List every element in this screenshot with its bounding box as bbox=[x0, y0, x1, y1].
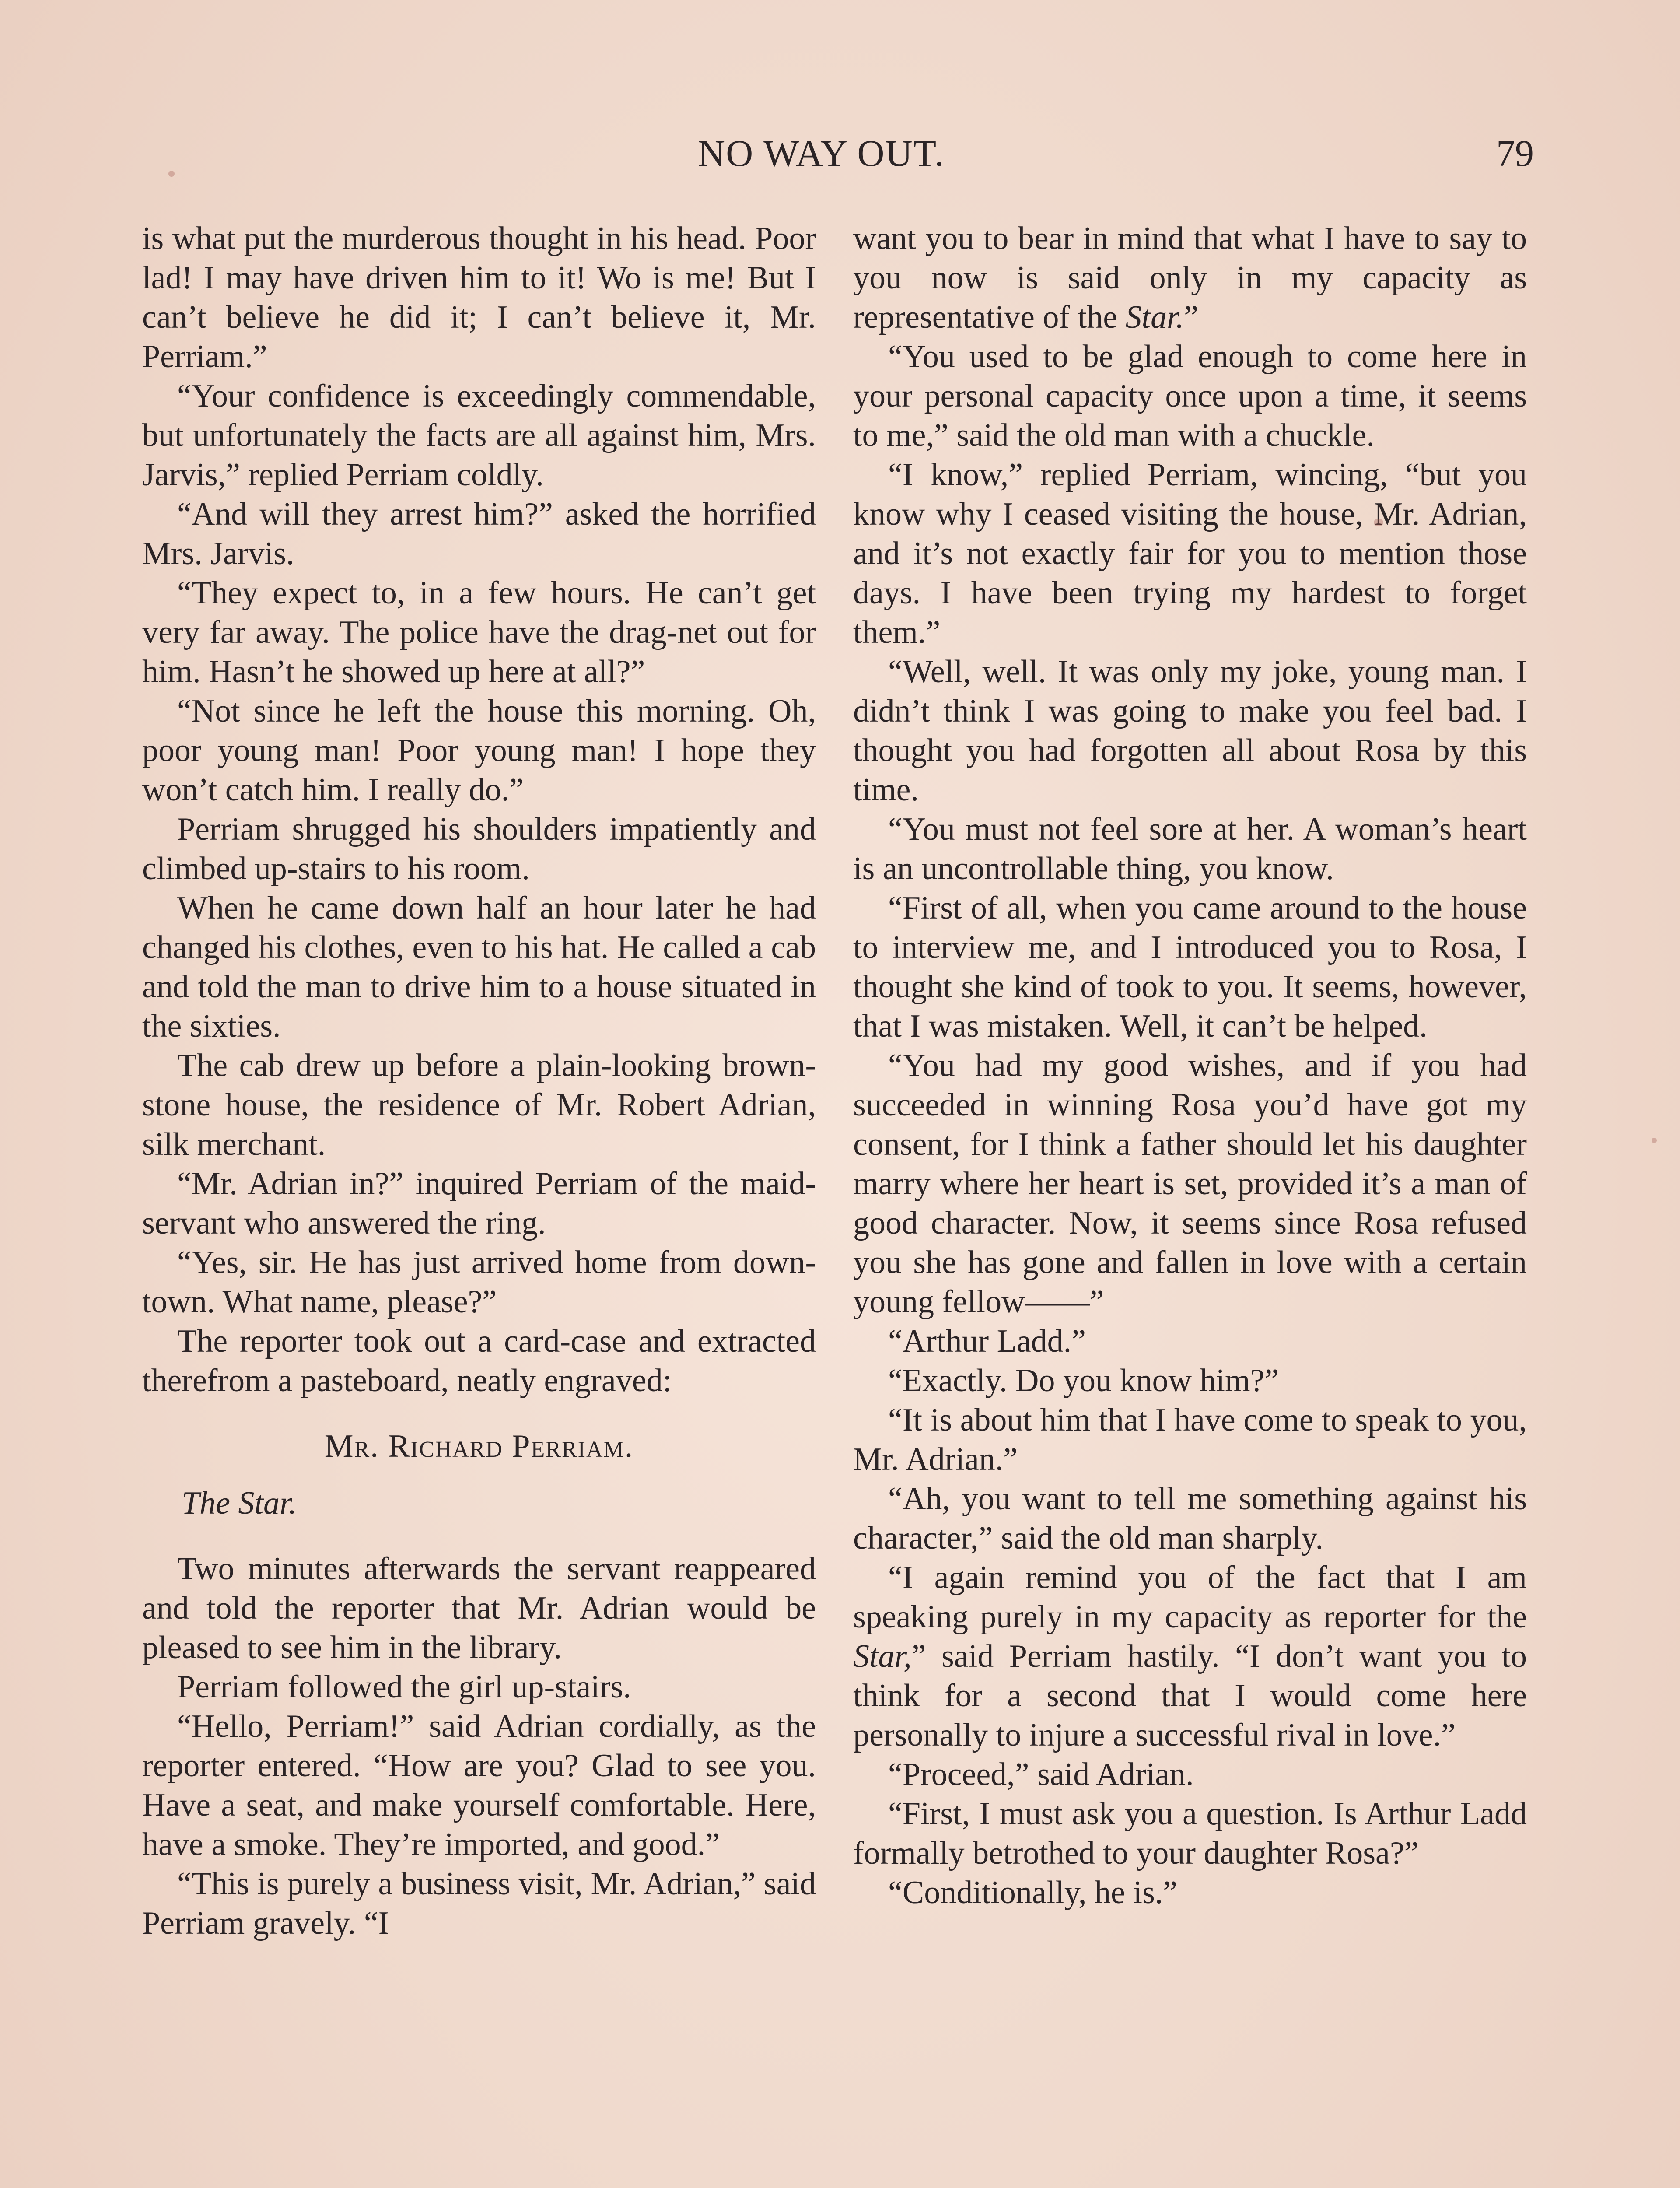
paragraph: The cab drew up before a plain-looking brown-stone house, the residence of Mr. Robert Adrian, silk merchant. bbox=[142, 1048, 816, 1162]
paragraph bbox=[853, 1558, 1527, 1755]
business-card bbox=[142, 1427, 816, 1523]
newspaper-name: Star, bbox=[853, 1638, 912, 1674]
paragraph: “First of all, when you came around to the house to interview me, and I introduced you to Rosa, I thought she kind of took to you. It seems, however, that I was mistaken. Well, it can’t be helped. bbox=[853, 890, 1527, 1044]
paragraph: When he came down half an hour later he had changed his clothes, even to his hat. He called a cab and told the man to drive him to a house situated in the sixties. bbox=[142, 890, 816, 1044]
paragraph: “You used to be glad enough to come here in your personal capacity once upon a time, it seems to me,” said the old man with a chuckle. bbox=[853, 339, 1527, 453]
text-run: ” said Perriam hastily. “I don’t want you to think for a second that I would come here personally to injure a successful rival in love.” bbox=[853, 1638, 1527, 1753]
paragraph: “Your confidence is exceedingly commendable, but unfortunately the facts are all against him, Mrs. Jarvis,” replied Perriam coldly. bbox=[142, 378, 816, 493]
newspaper-name: Star. bbox=[1125, 299, 1184, 335]
card-name: Mr. Richard Perriam. bbox=[324, 1428, 634, 1464]
text-run: want you to bear in mind that what I have to say to you now is said only in my capacity as representative of the bbox=[853, 221, 1527, 335]
paragraph: “And will they arrest him?” asked the horrified Mrs. Jarvis. bbox=[142, 496, 816, 572]
paragraph: “Conditionally, he is.” bbox=[888, 1875, 1178, 1911]
paragraph: “You must not feel sore at her. A woman’s heart is an uncontrollable thing, you know. bbox=[853, 811, 1527, 887]
paragraph: The reporter took out a card-case and extracted therefrom a pasteboard, neatly engraved: bbox=[142, 1323, 816, 1399]
paragraph: “Arthur Ladd.” bbox=[888, 1323, 1086, 1359]
paragraph: “They expect to, in a few hours. He can’t get very far away. The police have the drag-net out for him. Hasn’t he showed up here at all?” bbox=[142, 575, 816, 690]
page-number: 79 bbox=[1496, 132, 1534, 174]
paragraph: “Hello, Perriam!” said Adrian cordially, as the reporter entered. “How are you? Glad to see you. Have a seat, and make yourself comfortable. Here, have a smoke. They’re imported, and good.” bbox=[142, 1708, 816, 1862]
paragraph: “I know,” replied Perriam, wincing, “but you know why I ceased visiting the house, Mr. Adrian, and it’s not exactly fair for you to mention those days. I have been trying my hardest to forget them.” bbox=[853, 457, 1527, 650]
text-run: “I again remind you of the fact that I am speaking purely in my capacity as reporter for the bbox=[853, 1560, 1527, 1635]
paragraph: “Exactly. Do you know him?” bbox=[888, 1363, 1279, 1399]
running-header-title: NO WAY OUT. bbox=[698, 132, 945, 174]
paper-speck bbox=[1374, 519, 1383, 526]
paragraph: “It is about him that I have come to speak to you, Mr. Adrian.” bbox=[853, 1402, 1527, 1477]
paragraph bbox=[853, 219, 1527, 337]
paper-speck bbox=[168, 171, 175, 177]
paragraph: Perriam followed the girl up-stairs. bbox=[177, 1669, 631, 1705]
left-column bbox=[142, 219, 816, 1943]
paragraph: “First, I must ask you a question. Is Arthur Ladd formally betrothed to your daughter Rosa?” bbox=[853, 1796, 1527, 1871]
paragraph: “You had my good wishes, and if you had succeeded in winning Rosa you’d have got my consent, for I think a father should let his daughter marry where her heart is set, provided it’s a man of good character. Now, it seems since Rosa refused you she has gone and fallen in love with a certain young fellow——” bbox=[853, 1048, 1527, 1320]
text-run: ” bbox=[1184, 299, 1199, 335]
paragraph: “Not since he left the house this morning. Oh, poor young man! Poor young man! I hope they won’t catch him. I really do.” bbox=[142, 693, 816, 808]
paragraph: “Ah, you want to tell me something against his character,” said the old man sharply. bbox=[853, 1481, 1527, 1556]
paragraph: “Yes, sir. He has just arrived home from down-town. What name, please?” bbox=[142, 1245, 816, 1320]
paragraph: Two minutes afterwards the servant reappeared and told the reporter that Mr. Adrian would be pleased to see him in the library. bbox=[142, 1551, 816, 1666]
card-newspaper: The Star. bbox=[182, 1485, 297, 1521]
paper-speck bbox=[1652, 1138, 1657, 1143]
paragraph: is what put the murderous thought in his head. Poor lad! I may have driven him to it! Wo is me! But I can’t believe he did it; I can’t believe it, Mr. Perriam.” bbox=[142, 221, 816, 375]
paragraph: “This is purely a business visit, Mr. Adrian,” said Perriam gravely. “I bbox=[142, 1866, 816, 1941]
paragraph: “Well, well. It was only my joke, young man. I didn’t think I was going to make you feel bad. I thought you had forgotten all about Rosa by this time. bbox=[853, 654, 1527, 808]
paragraph: “Mr. Adrian in?” inquired Perriam of the maid-servant who answered the ring. bbox=[142, 1166, 816, 1241]
paragraph: “Proceed,” said Adrian. bbox=[888, 1757, 1194, 1792]
right-column bbox=[853, 219, 1527, 1912]
paragraph: Perriam shrugged his shoulders impatiently and climbed up-stairs to his room. bbox=[142, 811, 816, 887]
